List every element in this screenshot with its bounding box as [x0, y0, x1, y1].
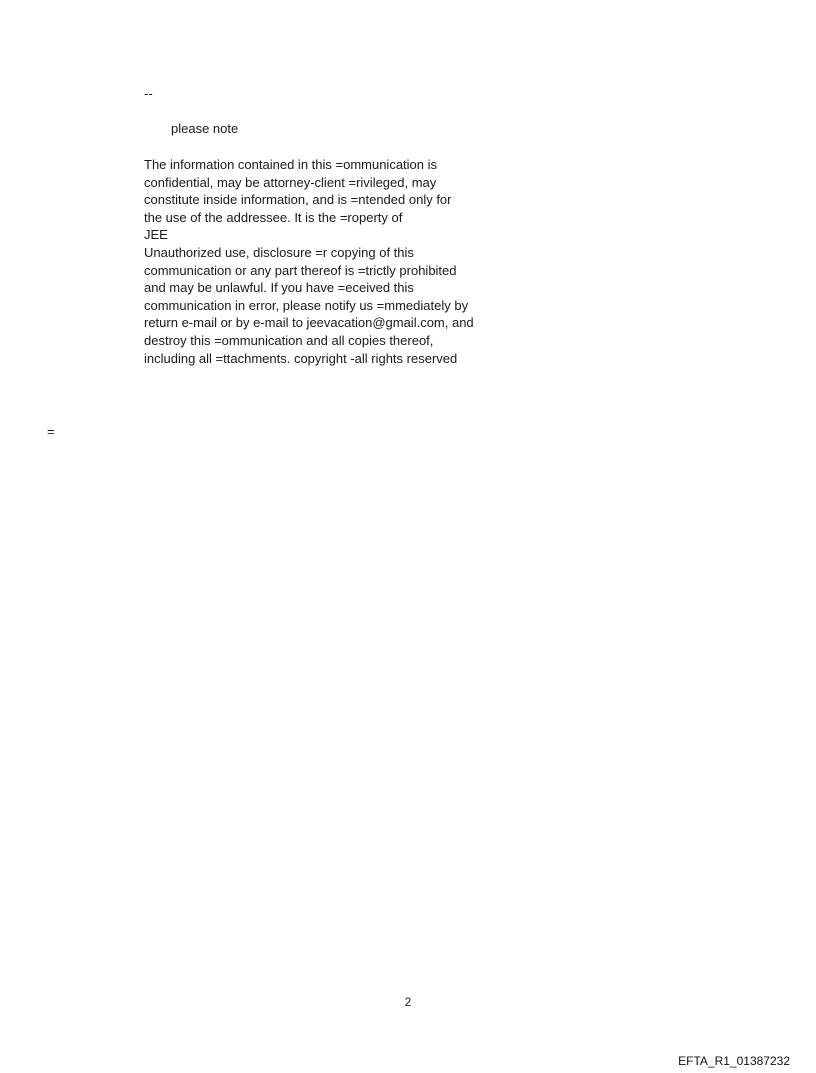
page-number: 2: [404, 995, 412, 1009]
disclaimer-line: destroy this =ommunication and all copies thereof,: [144, 332, 434, 348]
disclaimer-line: The information contained in this =ommunication is: [144, 157, 438, 172]
disclaimer-line: communication in error, please notify us =mmediately by: [144, 297, 469, 313]
disclaimer-line: constitute inside information, and is =ntended only for: [144, 192, 452, 208]
disclaimer-line: the use of the addressee. It is the =roperty of: [144, 209, 403, 225]
confidentiality-disclaimer: [144, 156, 524, 367]
disclaimer-line: JEE: [144, 227, 168, 243]
disclaimer-line: confidential, may be attorney-client =rivileged, may: [144, 174, 437, 190]
disclaimer-line: Unauthorized use, disclosure =r copying of this: [144, 244, 414, 260]
signature-separator: --: [144, 86, 153, 101]
disclaimer-line: and may be unlawful. If you have =eceived this: [144, 280, 414, 296]
disclaimer-line: including all =ttachments. copyright -all rights reserved: [144, 350, 458, 366]
equals-mark: =: [47, 424, 55, 439]
disclaimer-line: return e-mail or by e-mail to jeevacation@gmail.com, and: [144, 315, 474, 331]
note-heading: please note: [171, 121, 239, 136]
disclaimer-line: communication or any part thereof is =trictly prohibited: [144, 262, 457, 278]
document-id: EFTA_R1_01387232: [678, 1054, 790, 1068]
